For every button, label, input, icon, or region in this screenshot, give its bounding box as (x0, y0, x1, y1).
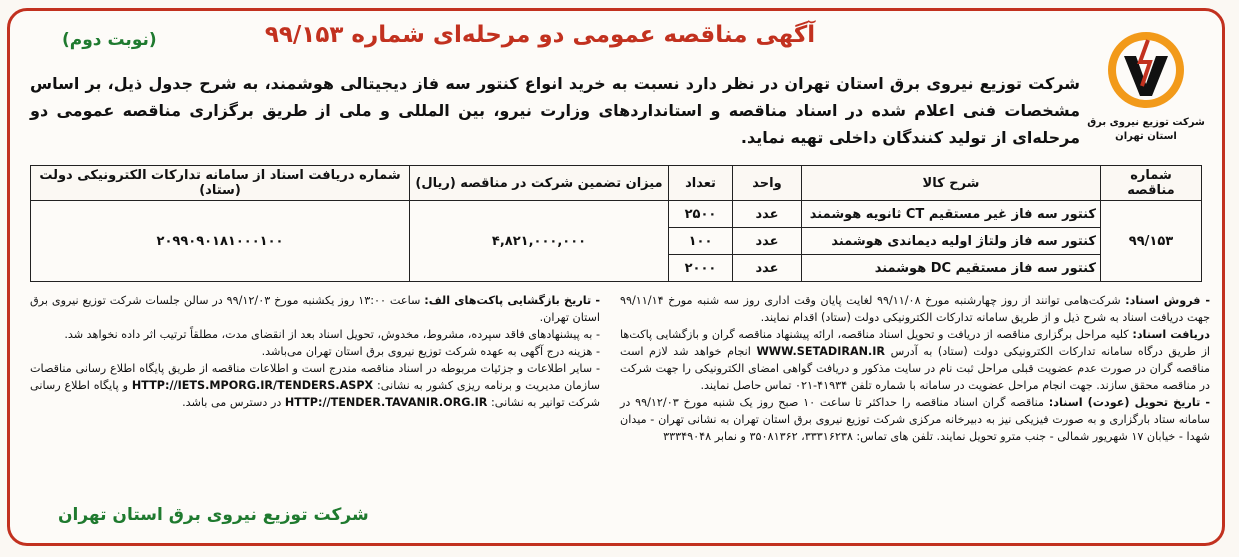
note-1: - به پیشنهادهای فاقد سپرده، مشروط، مخدوش، تحویل اسناد بعد از انقضای مدت، مطلقاً ترتیب اثر داده نخواهد شد. (64, 328, 600, 341)
tender-number-cell: ۹۹/۱۵۳ (1101, 201, 1202, 282)
note-3b: و پایگاه اطلاع رسانی شرکت توانیر به نشانی: (30, 379, 600, 409)
qty-cell: ۲۵۰۰ (669, 201, 733, 228)
receive-text-3: جهت انجام مراحل عضویت در سامانه با شماره تلفن ۴۱۹۳۴-۰۲۱ تماس حاصل نمایند. (700, 379, 1093, 392)
header-unit: واحد (733, 166, 802, 201)
tender-table (30, 165, 1202, 282)
receive-text: کلیه مراحل برگزاری مناقصه از دریافت و تحویل اسناد مناقصه، ارائه پیشنهاد مناقصه گران و بازگشایی پاکت‌ها از طریق درگاه سامانه تدارکات الکترونیکی دولت (ستاد) به آدرس (620, 328, 1210, 358)
logo-caption (1086, 116, 1206, 144)
item-cell: کنتور سه فاز غیر مستقیم CT ثانویه هوشمند (802, 201, 1101, 228)
table-header-row (31, 166, 1202, 201)
note-3: - سایر اطلاعات و جزئیات مربوطه در اسناد مناقصه مندرج است و اطلاعات مناقصه از طریق پایگاه اطلاع رسانی مناقصات سازمان مدیریت و برنامه ریزی کشور به نشانی: (30, 362, 600, 392)
power-distribution-logo-icon (1086, 26, 1206, 116)
iets-url[interactable]: HTTP://IETS.MPORG.IR/TENDERS.ASPX (131, 379, 374, 392)
item-cell: کنتور سه فاز مستقیم DC هوشمند (802, 255, 1101, 282)
unit-cell: عدد (733, 228, 802, 255)
delivery-text: مناقصه گران اسناد مناقصه را حداکثر تا ساعت ۱۰ صبح روز یک شنبه مورخ ۹۹/۱۲/۰۳ در سامانه ستاد بارگزاری و به صورت فیزیکی نیز به دبیرخانه مرکزی شرکت توزیع نیروی برق استان تهران به نشانی تهران - میدان شهدا - خیابان ۱۷ شهریور شمالی - جنب مترو تحویل نمایند. تلفن های تماس: ۳۳۳۱۶۲۳۸، ۳۵۰۸۱۳۶۲ و نمابر ۳۳۳۴۹۰۴۸ (620, 396, 1210, 443)
company-logo (1086, 26, 1206, 156)
note-3c: در دسترس می باشد. (182, 396, 282, 409)
sale-text: شرکت‌هامی توانند از روز چهارشنبه مورخ ۹۹/۱۱/۰۸ لغایت پایان وقت اداری روز سه شنبه مورخ ۹۹/۱۱/۱۴ جهت دریافت اسناد به شرح ذیل و از طریق سامانه تدارکات الکترونیکی دولت (ستاد) اقدام نمایند. (620, 294, 1210, 324)
header-tender-number: شماره مناقصه (1101, 166, 1202, 201)
qty-cell: ۲۰۰۰ (669, 255, 733, 282)
logo-caption-line2: استان تهران (1115, 131, 1177, 142)
signature: شرکت توزیع نیروی برق استان تهران (58, 505, 369, 525)
right-column (620, 292, 1210, 445)
setad-number-cell: ۲۰۹۹۰۹۰۱۸۱۰۰۰۱۰۰ (31, 201, 410, 282)
intro-paragraph: شرکت توزیع نیروی برق استان تهران در نظر دارد نسبت به خرید انواع کنتور سه فاز دیجیتالی هوشمند، به شرح جدول ذیل، بر اساس مشخصات فنی اعلام شده در اسناد مناقصه و استانداردهای وزارت نیرو، بین المللی و ملی از طریق برگزاری مناقصه عمومی دو مرحله‌ای از تولید کنندگان داخلی تهیه نماید. (30, 74, 1080, 147)
header-item: شرح کالا (802, 166, 1101, 201)
guarantee-cell: ۴,۸۲۱,۰۰۰,۰۰۰ (410, 201, 669, 282)
opening-text: ساعت ۱۳:۰۰ روز یکشنبه مورخ ۹۹/۱۲/۰۳ در سالن جلسات شرکت توزیع نیروی برق استان تهران. (30, 294, 600, 324)
note-2: - هزینه درج آگهی به عهده شرکت توزیع نیروی برق استان تهران می‌باشد. (261, 345, 600, 358)
logo-caption-line1: شرکت توزیع نیروی برق (1087, 117, 1205, 128)
table-row (31, 201, 1202, 228)
header-setad-number: شماره دریافت اسناد از سامانه تدارکات الکترونیکی دولت (ستاد) (31, 166, 410, 201)
receive-text-2: انجام خواهد شد لازم است مناقصه گران در صورت عدم عضویت قبلی مراحل ثبت نام در سایت مذکور و دریافت گواهی امضای الکترونیکی را جهت شرکت در مناقصه محقق سازند. (620, 345, 1210, 392)
receive-label: دریافت اسناد: (1132, 328, 1210, 341)
unit-cell: عدد (733, 255, 802, 282)
delivery-label: - تاریخ تحویل (عودت) اسناد: (1048, 396, 1210, 409)
page-title: آگهی مناقصه عمومی دو مرحله‌ای شماره ۹۹/۱۵۳ (264, 22, 816, 48)
header-guarantee: میزان تضمین شرکت در مناقصه (ریال) (410, 166, 669, 201)
item-cell: کنتور سه فاز ولتاژ اولیه دیماندی هوشمند (802, 228, 1101, 255)
sale-label: - فروش اسناد: (1125, 294, 1210, 307)
unit-cell: عدد (733, 201, 802, 228)
round-label: (نوبت دوم) (62, 30, 157, 50)
opening-label: - تاریخ بازگشایی پاکت‌های الف: (424, 294, 600, 307)
left-column (30, 292, 600, 411)
tavanir-url[interactable]: HTTP://TENDER.TAVANIR.ORG.IR (284, 396, 488, 409)
qty-cell: ۱۰۰ (669, 228, 733, 255)
setad-url[interactable]: WWW.SETADIRAN.IR (756, 345, 886, 358)
header-qty: تعداد (669, 166, 733, 201)
